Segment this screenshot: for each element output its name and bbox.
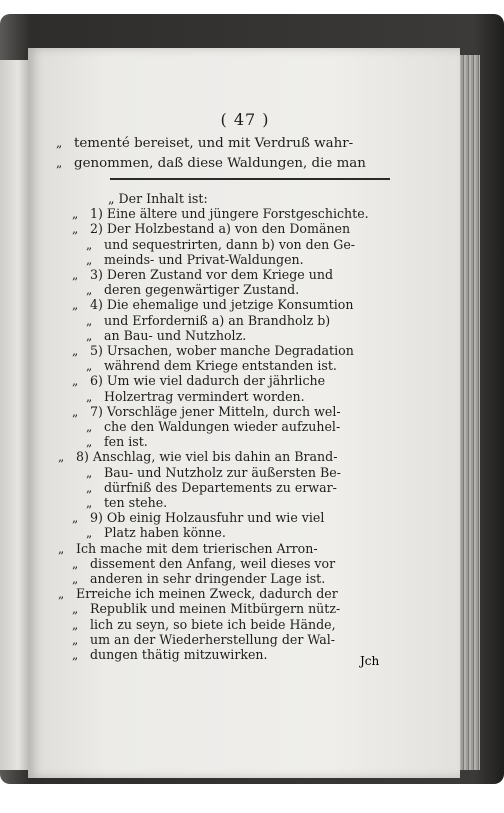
quote-mark: „: [86, 359, 93, 374]
quote-mark: „: [72, 344, 79, 358]
quote-mark: „: [86, 496, 93, 510]
body-line-text: ten stehe.: [104, 495, 168, 510]
body-line-text: während dem Kriege entstanden ist.: [104, 358, 337, 374]
quote-mark: „: [58, 587, 65, 602]
quote-mark: „: [56, 136, 63, 150]
quote-mark: „: [72, 632, 79, 647]
body-line-text: Ich mache mit dem trierischen Arron-: [76, 540, 318, 556]
quote-mark: „: [86, 435, 93, 450]
quote-mark: „: [86, 389, 93, 404]
body-line-text: 1) Eine ältere und jüngere Forstgeschichte.: [90, 206, 369, 222]
quote-mark: „: [86, 420, 93, 434]
quote-mark: „: [86, 237, 93, 252]
body-line-text: 5) Ursachen, wober manche Degradation: [90, 343, 354, 358]
body-line-text: und sequestrirten, dann b) von den Ge-: [104, 236, 356, 252]
quote-mark: „: [56, 156, 63, 170]
body-line-text: anderen in sehr dringender Lage ist.: [90, 571, 326, 586]
left-page-sliver: [0, 60, 30, 770]
body-line-text: 4) Die ehemalige und jetzige Konsumtion: [90, 297, 354, 313]
body-line-text: meinds- und Privat-Waldungen.: [104, 251, 304, 267]
body-line-text: Republik und meinen Mitbürgern nütz-: [90, 601, 341, 617]
quote-mark: „: [86, 252, 93, 267]
body-line-text: dürfniß des Departements zu erwar-: [104, 479, 337, 495]
body-line-text: Platz haben könne.: [104, 525, 226, 541]
quote-mark: „: [72, 268, 79, 282]
quote-mark: „: [86, 313, 93, 328]
header-line: [56, 134, 354, 153]
body-line-text: „ Der Inhalt ist:: [108, 191, 208, 206]
quote-mark: „: [86, 480, 93, 495]
body-line-text: che den Waldungen wieder aufzuhel-: [104, 419, 341, 434]
body-line-text: deren gegenwärtiger Zustand.: [104, 282, 300, 298]
body-line-text: Bau- und Nutzholz zur äußersten Be-: [104, 464, 341, 480]
quote-mark: „: [86, 465, 93, 480]
catchword: Jch: [360, 654, 380, 668]
header-line: [56, 154, 366, 173]
body-line-text: dissement den Anfang, weil dieses vor: [90, 555, 336, 571]
body-line-text: 2) Der Holzbestand a) von den Domänen: [90, 221, 351, 237]
quote-mark: „: [72, 404, 79, 419]
body-line-text: und Erforderniß a) an Brandholz b): [104, 312, 331, 328]
quote-mark: „: [72, 298, 79, 313]
quote-mark: „: [72, 602, 79, 617]
body-line-text: lich zu seyn, so biete ich beide Hände,: [90, 616, 336, 632]
body-line-text: 9) Ob einig Holzausfuhr und wie viel: [90, 510, 325, 526]
body-line-text: Erreiche ich meinen Zweck, dadurch der: [76, 586, 338, 602]
page-number: ( 47 ): [220, 110, 270, 129]
body-line-text: Holzertrag vermindert worden.: [104, 388, 305, 404]
quote-mark: „: [72, 374, 79, 389]
body-line-text: um an der Wiederherstellung der Wal-: [90, 631, 336, 647]
body-line-text: 7) Vorschläge jener Mitteln, durch wel-: [90, 403, 341, 419]
quote-mark: „: [72, 207, 79, 222]
body-line-text: 3) Deren Zustand vor dem Kriege und: [90, 267, 334, 282]
quote-mark: „: [86, 328, 93, 343]
body-line-text: an Bau- und Nutzholz.: [104, 327, 247, 343]
quote-mark: „: [72, 617, 79, 632]
body-line-text: 6) Um wie viel dadurch der jährliche: [90, 373, 326, 389]
body-line-text: 8) Anschlag, wie viel bis dahin an Brand-: [76, 449, 338, 465]
body-line-text: dungen thätig mitzuwirken.: [90, 647, 268, 662]
quote-mark: „: [58, 541, 65, 556]
body-line: [72, 646, 268, 664]
horizontal-rule: [110, 178, 390, 180]
quote-mark: „: [58, 450, 65, 465]
quote-mark: „: [72, 222, 79, 237]
header-text: genommen, daß diese Waldungen, die man: [74, 156, 366, 171]
quote-mark: „: [72, 648, 79, 662]
quote-mark: „: [72, 572, 79, 586]
quote-mark: „: [86, 283, 93, 298]
quote-mark: „: [86, 526, 93, 541]
quote-mark: „: [72, 556, 79, 571]
body-line-text: fen ist.: [104, 434, 148, 450]
header-text: tementé bereiset, und mit Verdruß wahr-: [74, 136, 354, 151]
quote-mark: „: [72, 511, 79, 526]
